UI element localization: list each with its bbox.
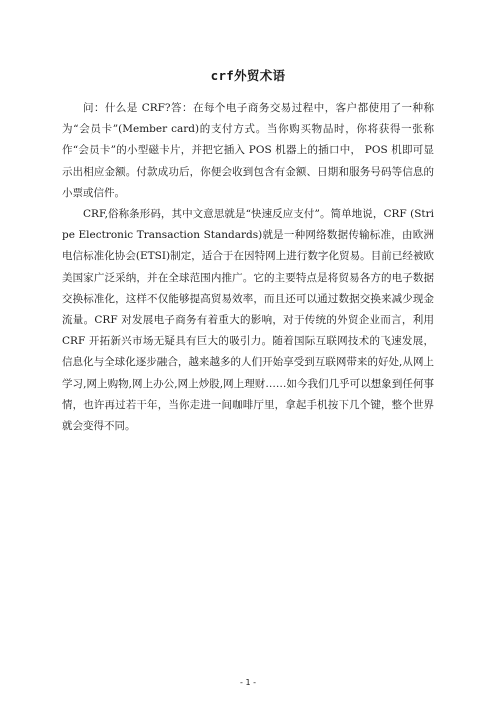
page-number: - 1 - — [240, 678, 256, 687]
document-body — [62, 98, 434, 437]
document-title: crf外贸术语 — [210, 68, 286, 83]
paragraph-2: CRF,俗称条形码，其中文意思就是“快速反应支付”。简单地说，CRF (Stripe Electronic Transaction Standards)就是一种网络数据传输标准，由欧洲电信标准化协会(ETSI)制定，适合于在因特网上进行数字化贸易。目前已经被欧美国家广泛采纳，并在全球范围内推广。它的主要特点是将贸易各方的电子数据交换标准化，这样不仅能够提高贸易效率，而且还可以通过数据交换来减少现金流量。CRF 对发展电子商务有着重大的影响，对于传统的外贸企业而言，利用 CRF 开拓新兴市场无疑具有巨大的吸引力。随着国际互联网技术的飞速发展，信息化与全球化逐步融合，越来越多的人们开始享受到互联网带来的好处,从网上学习,网上购物,网上办公,网上炒股,网上理财……如今我们几乎可以想象到任何事情，也许再过若干年，当你走进一间咖啡厅里，拿起手机按下几个键，整个世界就会变得不同。 — [62, 208, 434, 433]
paragraph-1: 问：什么是 CRF?答：在每个电子商务交易过程中，客户都使用了一种称为“会员卡”(Member card)的支付方式。当你购买物品时，你将获得一张称作“会员卡”的小型磁卡片，并把它插入 POS 机器上的插口中， POS 机即可显示出相应金额。付款成功后，你便会收到包含有金额、日期和服务号码等信息的小票或信件。 — [62, 102, 434, 199]
